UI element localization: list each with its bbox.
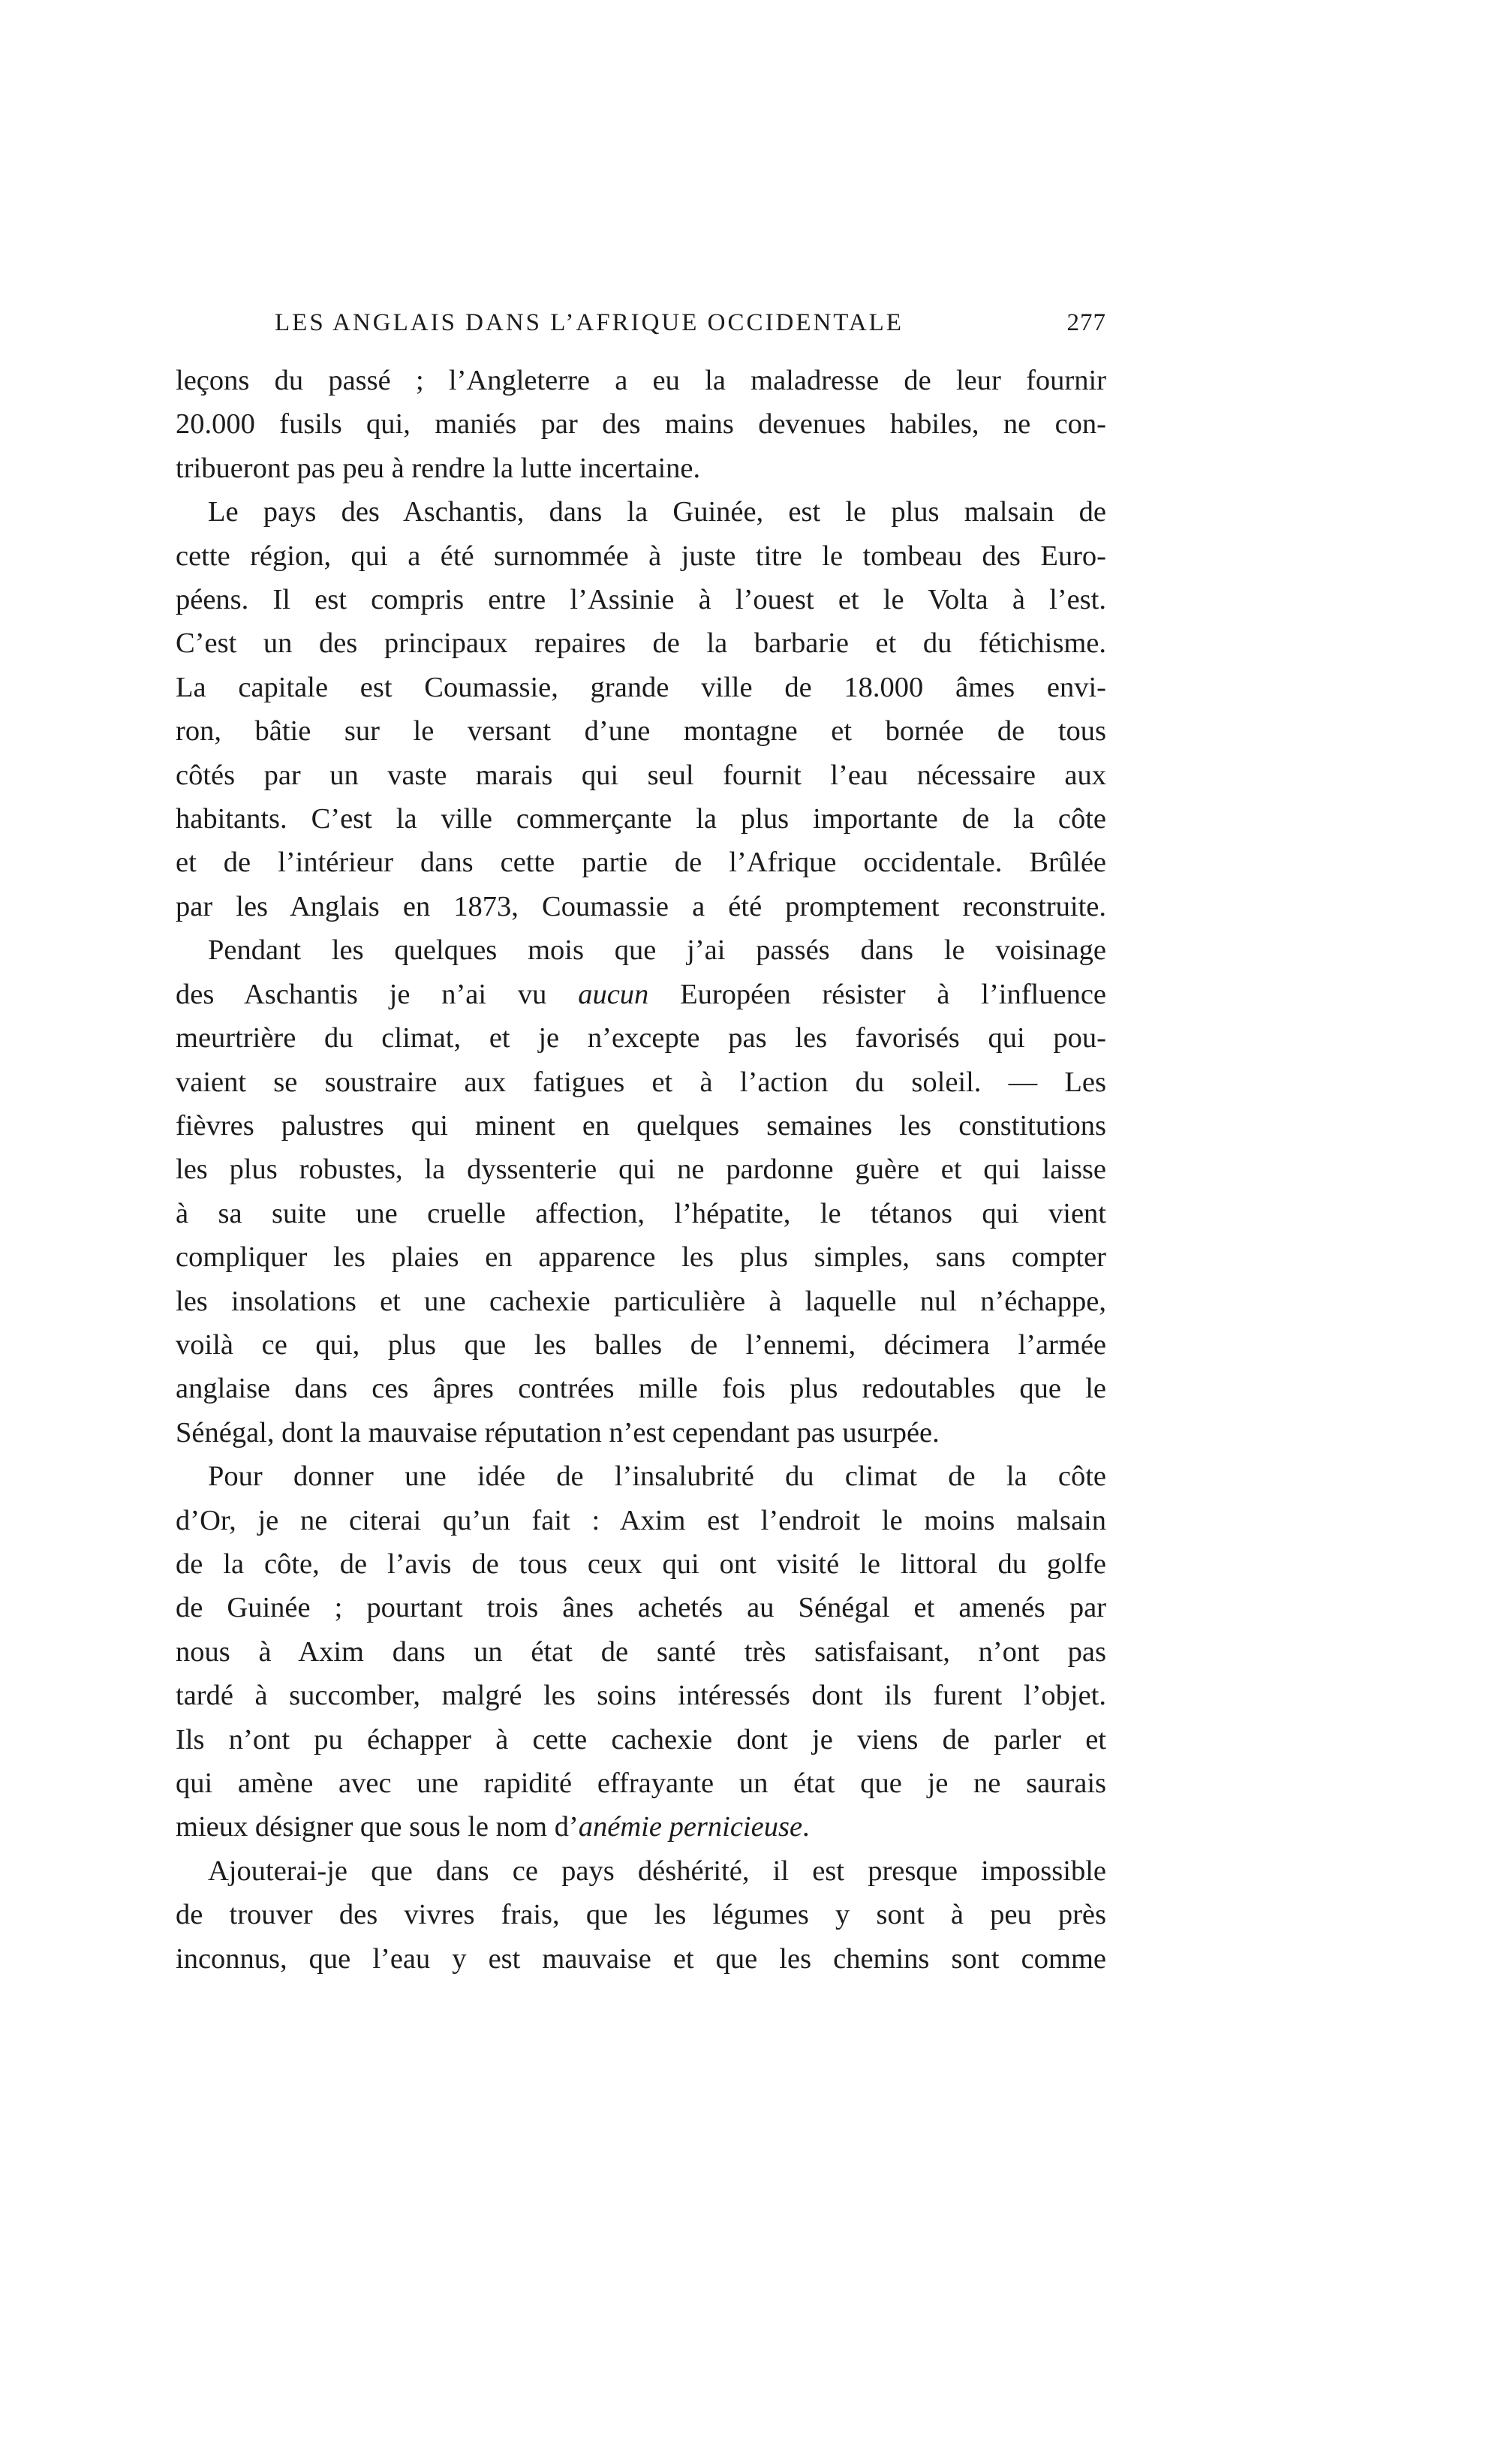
text-line: tardé à succomber, malgré les soins intéressés dont ils furent l’objet. bbox=[176, 1680, 1106, 1712]
text-line: d’Or, je ne citerai qu’un fait : Axim est l’endroit le moins malsain bbox=[176, 1504, 1106, 1536]
text-line: péens. Il est compris entre l’Assinie à l’ouest et le Volta à l’est. bbox=[176, 584, 1106, 616]
text-line: La capitale est Coumassie, grande ville de 18.000 âmes envi- bbox=[176, 671, 1106, 703]
text-line: les insolations et une cachexie particulière à laquelle nul n’échappe, bbox=[176, 1285, 1106, 1317]
text-line: Sénégal, dont la mauvaise réputation n’est cependant pas usurpée. bbox=[176, 1416, 940, 1449]
text-line: cette région, qui a été surnommée à juste titre le tombeau des Euro- bbox=[176, 540, 1106, 572]
italic-word: aucun bbox=[578, 978, 649, 1010]
text-line: de la côte, de l’avis de tous ceux qui ont visité le littoral du golfe bbox=[176, 1548, 1106, 1580]
text-line: ron, bâtie sur le versant d’une montagne et bornée de tous bbox=[176, 715, 1106, 748]
text-line: voilà ce qui, plus que les balles de l’ennemi, décimera l’armée bbox=[176, 1328, 1106, 1361]
text-line: Pour donner une idée de l’insalubrité du climat de la côte bbox=[208, 1461, 1106, 1493]
italic-phrase: anémie pernicieuse bbox=[578, 1811, 803, 1843]
text-line: C’est un des principaux repaires de la barbarie et du fétichisme. bbox=[176, 627, 1106, 660]
text-line: compliquer les plaies en apparence les plus simples, sans compter bbox=[176, 1241, 1106, 1274]
text-line-with-italic bbox=[176, 973, 1106, 1016]
text-line: nous à Axim dans un état de santé très satisfaisant, n’ont pas bbox=[176, 1635, 1106, 1668]
text-line: fièvres palustres qui minent en quelques semaines les constitutions bbox=[176, 1109, 1106, 1142]
text-line: 20.000 fusils qui, maniés par des mains devenues habiles, ne con- bbox=[176, 408, 1106, 441]
text-line: et de l’intérieur dans cette partie de l’Afrique occidentale. Brûlée bbox=[176, 847, 1106, 879]
text-segment: . bbox=[802, 1811, 810, 1843]
text-line: tribueront pas peu à rendre la lutte incertaine. bbox=[176, 452, 701, 484]
text-line: Le pays des Aschantis, dans la Guinée, est le plus malsain de bbox=[208, 496, 1106, 528]
text-line: par les Anglais en 1873, Coumassie a été promptement reconstruite. bbox=[176, 890, 1106, 922]
body-text bbox=[176, 359, 1106, 1981]
text-segment: mieux désigner que sous le nom d’ bbox=[176, 1811, 579, 1843]
text-line: côtés par un vaste marais qui seul fournit l’eau nécessaire aux bbox=[176, 759, 1106, 791]
text-line: inconnus, que l’eau y est mauvaise et que les chemins sont comme bbox=[176, 1942, 1106, 1975]
text-line: de Guinée ; pourtant trois ânes achetés au Sénégal et amenés par bbox=[176, 1592, 1106, 1624]
text-line-with-italic bbox=[176, 1805, 1106, 1849]
text-segment: des Aschantis je n’ai vu bbox=[176, 978, 547, 1010]
text-line: à sa suite une cruelle affection, l’hépatite, le tétanos qui vient bbox=[176, 1197, 1106, 1229]
text-line: vaient se soustraire aux fatigues et à l’action du soleil. — Les bbox=[176, 1066, 1106, 1098]
page-number: 277 bbox=[1066, 309, 1106, 336]
text-line: qui amène avec une rapidité effrayante un état que je ne saurais bbox=[176, 1768, 1106, 1799]
text-line: meurtrière du climat, et je n’excepte pas les favorisés qui pou- bbox=[176, 1022, 1106, 1054]
text-line: Pendant les quelques mois que j’ai passés dans le voisinage bbox=[208, 934, 1106, 967]
running-title: LES ANGLAIS DANS L’AFRIQUE OCCIDENTALE bbox=[275, 309, 904, 336]
text-line: Ils n’ont pu échapper à cette cachexie dont je viens de parler et bbox=[176, 1723, 1106, 1755]
running-header bbox=[275, 309, 1106, 345]
text-line: les plus robustes, la dyssenterie qui ne pardonne guère et qui laisse bbox=[176, 1154, 1106, 1186]
text-segment: Européen résister à l’influence bbox=[680, 978, 1107, 1010]
text-line: anglaise dans ces âpres contrées mille fois plus redoutables que le bbox=[176, 1373, 1106, 1405]
text-line: habitants. C’est la ville commerçante la plus importante de la côte bbox=[176, 803, 1106, 835]
text-line: leçons du passé ; l’Angleterre a eu la maladresse de leur fournir bbox=[176, 365, 1106, 396]
text-line: de trouver des vivres frais, que les légumes y sont à peu près bbox=[176, 1899, 1106, 1931]
text-line: Ajouterai-je que dans ce pays déshérité, il est presque impossible bbox=[208, 1855, 1106, 1887]
